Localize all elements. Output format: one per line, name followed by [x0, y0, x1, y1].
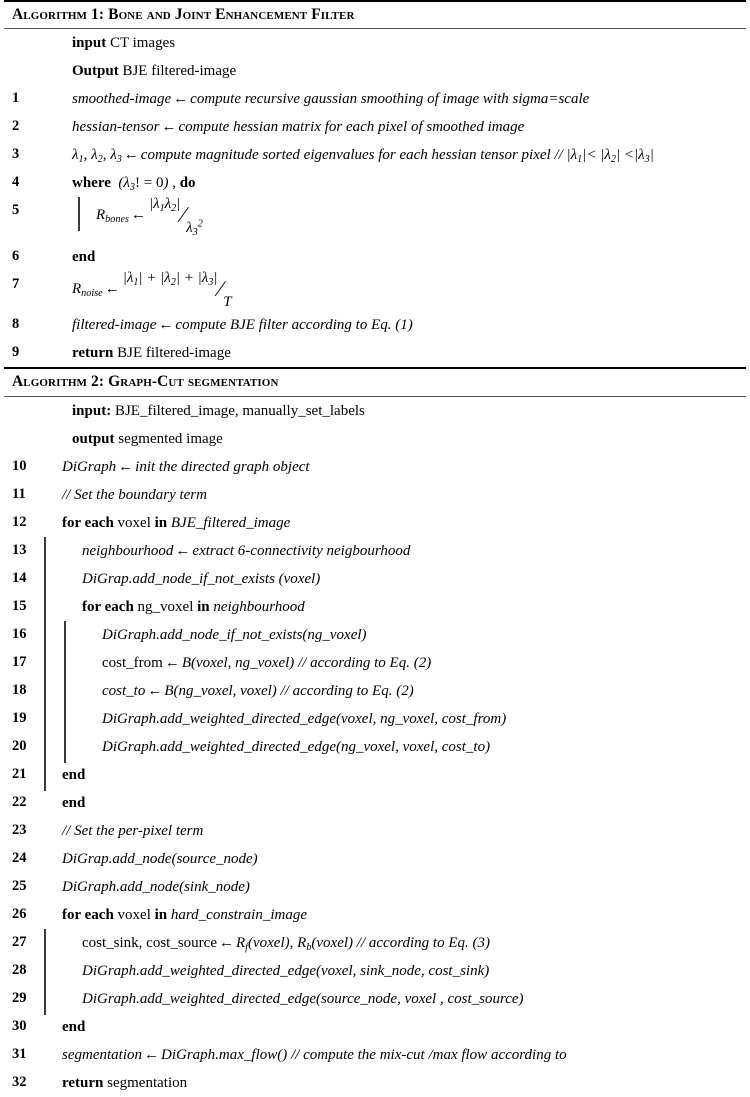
row-number: 32	[12, 1073, 27, 1090]
nesting-bar	[42, 597, 62, 621]
loop-variable: voxel	[117, 514, 151, 531]
fraction-denominator: T	[223, 294, 232, 311]
row-content	[62, 513, 290, 532]
indent-spacer	[42, 457, 62, 481]
row-11	[4, 481, 746, 509]
row-content	[102, 681, 414, 700]
indent-spacer	[42, 145, 72, 169]
row-content	[82, 541, 410, 560]
inline-comment: // according to Eq. (2)	[280, 682, 414, 699]
assign-arrow-icon: ←	[147, 682, 163, 699]
nesting-bar	[42, 653, 62, 677]
row-content	[62, 905, 307, 924]
row-7	[4, 271, 746, 311]
assign-expression: compute magnitude sorted eigenvalues for each hessian tensor pixel //	[140, 147, 563, 164]
row-content	[72, 401, 365, 420]
assign-target: DiGraph	[62, 458, 117, 475]
fraction-denominator: $\lambda_3^2$	[186, 218, 203, 239]
row-content	[72, 117, 524, 136]
keyword-in: in	[154, 514, 168, 531]
row-3	[4, 141, 746, 169]
indent-spacer	[42, 1045, 62, 1069]
row-10	[4, 453, 746, 481]
nesting-bar	[42, 569, 62, 593]
row-content: DiGraph.add_node(sink_node)	[62, 878, 250, 895]
keyword-do: do	[179, 175, 196, 192]
row-number	[4, 57, 42, 62]
keyword-input: input	[72, 35, 107, 52]
indent-spacer	[42, 793, 62, 817]
row-content: // Set the per-pixel term	[62, 822, 204, 839]
fraction-slash-icon: ∕	[218, 276, 223, 302]
row-15	[4, 593, 746, 621]
row-content	[62, 793, 85, 812]
row-29	[4, 985, 746, 1013]
nesting-bar	[42, 541, 62, 565]
indent-spacer	[42, 61, 72, 85]
indent-spacer	[42, 275, 72, 303]
list-separator: ,	[289, 934, 294, 951]
row-number: 20	[12, 737, 27, 754]
row-content	[102, 653, 431, 672]
nesting-bar-inner	[62, 737, 82, 761]
indent-spacer	[42, 485, 62, 509]
input-value: CT images	[109, 35, 176, 52]
nesting-bar	[76, 201, 96, 229]
assign-arrow-icon: ←	[164, 654, 180, 671]
row-24	[4, 845, 746, 873]
indent-spacer	[42, 401, 72, 425]
row-number: 30	[12, 1017, 27, 1034]
keyword-for-each: for each	[62, 906, 114, 923]
r-bones-symbol: $R_{bones}$	[96, 207, 129, 226]
indent-spacer	[82, 653, 102, 677]
row-content	[72, 315, 413, 334]
keyword-end: end	[62, 794, 86, 811]
row-output-2	[4, 425, 746, 453]
assign-expression: init the directed graph object	[135, 458, 310, 475]
row-22	[4, 789, 746, 817]
indent-spacer	[42, 429, 72, 453]
row-input-2	[4, 397, 746, 425]
row-27	[4, 929, 746, 957]
row-19	[4, 705, 746, 733]
row-content	[72, 33, 175, 52]
row-number: 11	[12, 485, 26, 502]
indent-spacer	[42, 201, 76, 229]
row-number: 4	[12, 174, 20, 191]
keyword-in: in	[197, 598, 210, 615]
keyword-output: Output	[72, 63, 119, 80]
assign-arrow-icon: ←	[130, 207, 146, 224]
row-content	[82, 597, 305, 616]
row-content: DiGrap.add_node_if_not_exists (voxel)	[82, 570, 321, 587]
keyword-end: end	[72, 249, 96, 266]
assign-expression: compute BJE filter according to Eq. (1)	[175, 317, 413, 334]
where-condition: ($\lambda_3$! = 0)	[118, 175, 169, 194]
row-number	[4, 425, 42, 430]
rb-symbol: $R_b(voxel)$	[297, 934, 354, 953]
row-26	[4, 901, 746, 929]
rf-symbol: $R_f(voxel)$	[235, 934, 290, 953]
assign-arrow-icon: ←	[144, 1046, 159, 1063]
algorithm-1-title: Bone and Joint Enhancement Filter	[108, 6, 355, 23]
indent-spacer	[62, 989, 82, 1013]
assign-expression: extract 6-connectivity neigbourhood	[192, 542, 411, 559]
r-bones-fraction	[148, 196, 203, 239]
keyword-where: where	[72, 175, 111, 192]
row-9	[4, 339, 746, 367]
row-content: DiGraph.add_weighted_directed_edge(source_node, voxel , cost_source)	[82, 990, 524, 1007]
row-28	[4, 957, 746, 985]
r-noise-symbol: $R_{noise}$	[72, 281, 103, 300]
row-number: 28	[12, 961, 27, 978]
indent-spacer	[42, 89, 72, 113]
algorithm-1-number: Algorithm 1:	[12, 6, 105, 23]
assign-arrow-icon: ←	[158, 317, 174, 334]
row-number: 31	[12, 1045, 27, 1062]
row-32	[4, 1069, 746, 1097]
row-number: 15	[12, 597, 27, 614]
row-number: 2	[12, 118, 20, 135]
row-content: DiGraph.add_weighted_directed_edge(ng_voxel, voxel, cost_to)	[102, 738, 491, 755]
keyword-output: output	[72, 430, 115, 447]
nesting-bar-inner	[62, 709, 82, 733]
indent-spacer	[42, 821, 62, 845]
keyword-for-each: for each	[82, 598, 134, 615]
fraction-numerator: $|\lambda_1\lambda_2|$	[148, 196, 181, 215]
assign-expression: DiGraph.max_flow() // compute the mix-cut /max flow according to	[161, 1046, 567, 1063]
row-number: 23	[12, 821, 27, 838]
assign-target: smoothed-image	[72, 91, 172, 108]
indent-spacer	[62, 569, 82, 593]
assign-arrow-icon: ←	[161, 119, 177, 136]
algorithm-2-number: Algorithm 2:	[12, 373, 105, 391]
indent-spacer	[42, 905, 62, 929]
row-output-1	[4, 57, 746, 85]
row-content	[72, 429, 223, 448]
indent-spacer	[82, 737, 102, 761]
row-content	[96, 196, 204, 239]
row-number: 3	[12, 146, 20, 163]
indent-spacer	[82, 681, 102, 705]
input-value: BJE_filtered_image, manually_set_labels	[114, 402, 365, 419]
algorithm-1-header	[4, 0, 746, 29]
row-number: 26	[12, 905, 27, 922]
keyword-return: return	[62, 1074, 104, 1091]
row-number: 25	[12, 877, 27, 894]
assign-arrow-icon: ←	[118, 458, 134, 475]
fraction-slash-icon: ∕	[181, 202, 186, 228]
row-number: 10	[12, 457, 27, 474]
assign-target: cost_to	[102, 682, 146, 699]
row-number: 18	[12, 681, 27, 698]
assign-target: cost_from	[102, 654, 163, 671]
row-number: 27	[12, 933, 27, 950]
output-value: segmented image	[118, 430, 223, 447]
row-23	[4, 817, 746, 845]
nesting-bar-inner	[62, 653, 82, 677]
indent-spacer	[42, 513, 62, 537]
return-value: BJE filtered-image	[117, 345, 231, 362]
row-number: 13	[12, 541, 27, 558]
indent-spacer	[82, 625, 102, 649]
assign-target: segmentation	[62, 1046, 142, 1063]
row-6	[4, 243, 746, 271]
assign-expression: compute recursive gaussian smoothing of image with sigma=scale	[190, 91, 590, 108]
indent-spacer	[42, 247, 72, 271]
row-content	[72, 145, 654, 164]
indent-spacer	[42, 117, 72, 141]
indent-spacer	[62, 933, 82, 957]
indent-spacer	[82, 709, 102, 733]
row-number: 9	[12, 344, 20, 361]
row-number: 5	[12, 202, 20, 219]
r-noise-fraction	[122, 270, 232, 311]
row-31	[4, 1041, 746, 1069]
indent-spacer	[42, 849, 62, 873]
row-21	[4, 761, 746, 789]
assign-arrow-icon: ←	[104, 281, 120, 298]
row-number: 6	[12, 248, 20, 265]
keyword-for-each: for each	[62, 514, 114, 531]
algorithm-2-header	[4, 367, 746, 396]
row-content	[72, 247, 95, 266]
fraction-numerator: $|\lambda_1| + |\lambda_2| + |\lambda_3|$	[122, 270, 218, 289]
row-13	[4, 537, 746, 565]
indent-spacer	[62, 961, 82, 985]
assign-expression: B(voxel, ng_voxel)	[181, 654, 295, 671]
row-4	[4, 169, 746, 197]
output-value: BJE filtered-image	[122, 63, 237, 80]
row-14	[4, 565, 746, 593]
algorithm-1-rows	[4, 29, 746, 367]
keyword-in: in	[154, 906, 168, 923]
nesting-bar-inner	[62, 625, 82, 649]
indent-spacer	[42, 173, 72, 197]
eigenvalue-list: $\lambda_1$, $\lambda_2$, $\lambda_3$	[72, 147, 122, 166]
algorithm-2-rows	[4, 397, 746, 1097]
loop-variable: voxel	[117, 906, 151, 923]
indent-spacer	[42, 343, 72, 367]
assign-arrow-icon: ←	[175, 542, 191, 559]
assign-target: hessian-tensor	[72, 119, 160, 136]
eigenvalue-ordering: $|\lambda_1|< |\lambda_2| <|\lambda_3|$	[566, 147, 654, 166]
row-content: DiGraph.add_weighted_directed_edge(voxel, ng_voxel, cost_from)	[102, 710, 507, 727]
row-content	[62, 457, 310, 476]
nesting-bar	[42, 681, 62, 705]
loop-collection: hard_constrain_image	[170, 906, 307, 923]
loop-variable: ng_voxel	[137, 598, 194, 615]
return-value: segmentation	[107, 1074, 188, 1091]
row-2	[4, 113, 746, 141]
row-number: 29	[12, 989, 27, 1006]
assign-expression: B(ng_voxel, voxel)	[164, 682, 277, 699]
row-content	[72, 343, 231, 362]
keyword-end: end	[62, 766, 86, 783]
row-content: DiGraph.add_node_if_not_exists(ng_voxel)	[102, 626, 367, 643]
row-number	[4, 29, 42, 34]
row-content: DiGrap.add_node(source_node)	[62, 850, 258, 867]
nesting-bar	[42, 709, 62, 733]
indent-spacer	[42, 315, 72, 339]
assign-arrow-icon: ←	[173, 91, 189, 108]
nesting-bar	[42, 737, 62, 761]
indent-spacer	[42, 877, 62, 901]
row-content	[82, 933, 490, 952]
indent-spacer	[42, 33, 72, 57]
loop-collection: neighbourhood	[213, 598, 305, 615]
keyword-return: return	[72, 345, 114, 362]
assign-arrow-icon: ←	[123, 147, 139, 164]
algorithm-2-title: Graph-Cut segmentation	[108, 373, 279, 391]
row-17	[4, 649, 746, 677]
assign-expression: compute hessian matrix for each pixel of smoothed image	[178, 119, 525, 136]
row-5	[4, 197, 746, 243]
row-content: DiGraph.add_weighted_directed_edge(voxel, sink_node, cost_sink)	[82, 962, 490, 979]
row-20	[4, 733, 746, 761]
row-input-1	[4, 29, 746, 57]
row-content	[62, 1017, 85, 1036]
keyword-input: input:	[72, 402, 112, 419]
keyword-end: end	[62, 1018, 86, 1035]
assign-arrow-icon: ←	[218, 934, 234, 951]
assign-target: filtered-image	[72, 317, 157, 334]
row-number: 16	[12, 625, 27, 642]
assign-target: neighbourhood	[82, 542, 174, 559]
row-number: 19	[12, 709, 27, 726]
row-content: // Set the boundary term	[62, 486, 207, 503]
row-12	[4, 509, 746, 537]
inline-comment: // according to Eq. (3)	[356, 934, 490, 951]
row-number: 14	[12, 569, 27, 586]
nesting-bar	[42, 625, 62, 649]
indent-spacer	[42, 1073, 62, 1097]
row-content	[62, 1045, 567, 1064]
row-content	[72, 89, 589, 108]
row-16	[4, 621, 746, 649]
row-8	[4, 311, 746, 339]
row-1	[4, 85, 746, 113]
row-number: 7	[12, 276, 20, 293]
nesting-bar	[42, 765, 62, 789]
row-number: 1	[12, 90, 20, 107]
row-25	[4, 873, 746, 901]
row-30	[4, 1013, 746, 1041]
row-content	[72, 61, 236, 80]
row-content	[62, 765, 85, 784]
inline-comment: // according to Eq. (2)	[298, 654, 432, 671]
row-18	[4, 677, 746, 705]
nesting-bar	[42, 989, 62, 1013]
row-number: 17	[12, 653, 27, 670]
row-number: 8	[12, 316, 20, 333]
indent-spacer	[62, 597, 82, 621]
row-content: where ($\lambda_3$! = 0) , do	[72, 175, 196, 194]
row-number	[4, 397, 42, 402]
nesting-bar	[42, 933, 62, 957]
row-number: 24	[12, 849, 27, 866]
row-number: 22	[12, 793, 27, 810]
indent-spacer	[62, 541, 82, 565]
row-content	[72, 270, 233, 311]
row-number: 21	[12, 765, 27, 782]
assign-target: cost_sink, cost_source	[82, 934, 217, 951]
indent-spacer	[42, 1017, 62, 1041]
row-number: 12	[12, 513, 27, 530]
nesting-bar	[42, 961, 62, 985]
nesting-bar-inner	[62, 681, 82, 705]
row-content	[62, 1073, 187, 1092]
loop-collection: BJE_filtered_image	[170, 514, 291, 531]
